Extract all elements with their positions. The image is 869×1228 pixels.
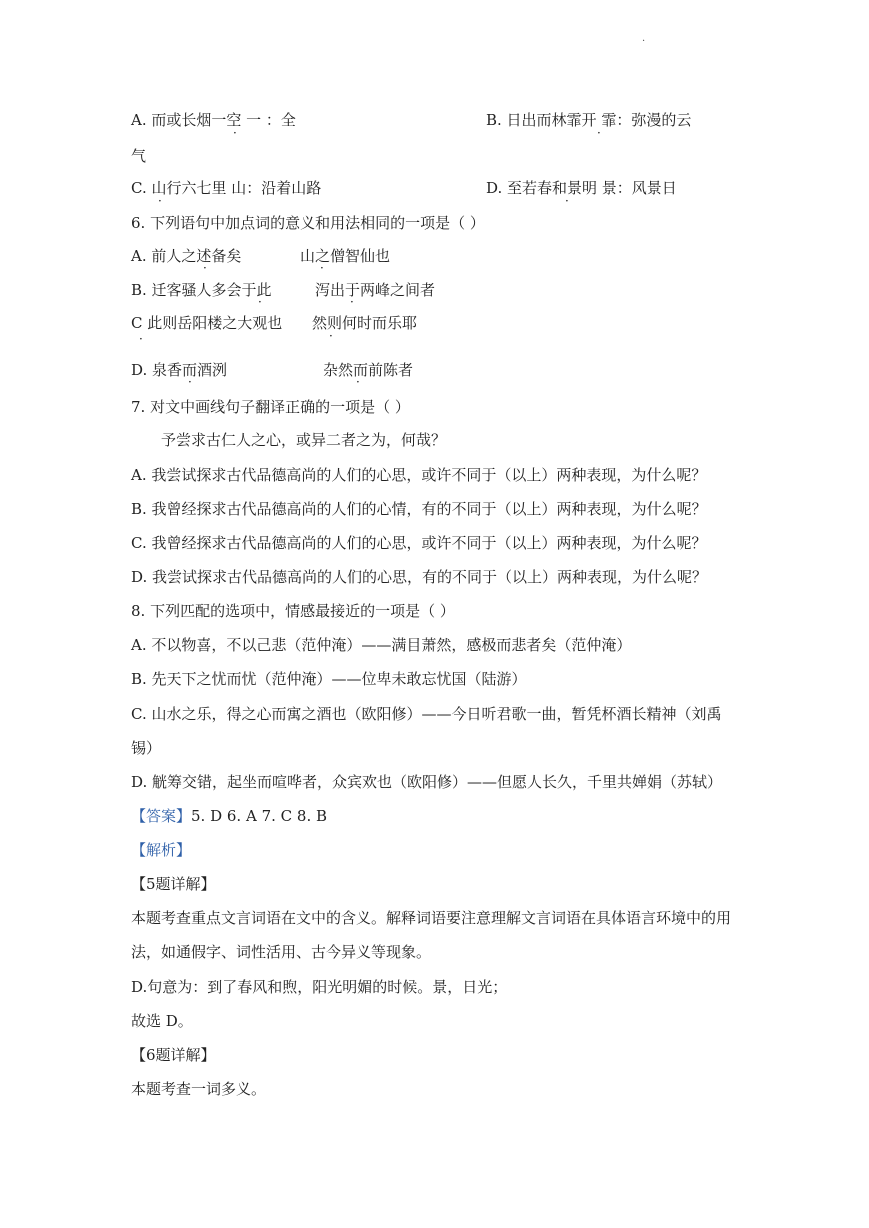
emphasis-dot: · <box>158 194 162 208</box>
detail5-paragraph: 本题考查重点文言词语在文中的含义。解释词语要注意理解文言词语在具体语言环境中的用 <box>131 909 732 927</box>
q8-option-c: C. 山水之乐，得之心而寓之酒也（欧阳修）——今日听君歌一曲，暂凭杯酒长精神（刘禹 <box>131 705 722 723</box>
emphasis-dot: · <box>258 295 262 309</box>
q6-stem: 6. 下列语句中加点词的意义和用法相同的一项是（ ） <box>131 214 485 232</box>
emphasis-dot: · <box>356 375 360 389</box>
q7-option-d: D. 我尝试探求古代品德高尚的人们的心思，有的不同于（以上）两种表现，为什么呢？ <box>131 568 708 586</box>
q7-option-b: B. 我曾经探求古代品德高尚的人们的心情，有的不同于（以上）两种表现，为什么呢？ <box>131 500 707 518</box>
q6-option-c: C 此则岳阳楼之大观也 <box>131 314 283 332</box>
q8-option-d: D. 觥筹交错，起坐而喧哗者，众宾欢也（欧阳修）——但愿人长久，千里共婵娟（苏轼） <box>131 773 723 791</box>
q8-option-c-continued: 锡） <box>131 739 162 757</box>
q7-stem: 7. 对文中画线句子翻译正确的一项是（ ） <box>131 398 410 416</box>
emphasis-dot: · <box>188 375 192 389</box>
detail5-paragraph-continued: 法，如通假字、词性活用、古今异义等现象。 <box>131 943 432 961</box>
q8-option-a: A. 不以物喜，不以己悲（范仲淹）——满目萧然，感极而悲者矣（范仲淹） <box>131 636 632 654</box>
q5-option-a: A. 而或长烟一空 一 ：全 <box>131 111 296 129</box>
detail5-heading: 【5题详解】 <box>131 875 216 893</box>
answer-line <box>131 806 327 826</box>
detail5-explanation: D.句意为：到了春风和煦，阳光明媚的时候。景，日光； <box>131 978 508 996</box>
emphasis-dot: · <box>320 261 324 275</box>
q7-option-a: A. 我尝试探求古代品德高尚的人们的心思，或许不同于（以上）两种表现，为什么呢？ <box>131 466 707 484</box>
detail5-conclusion: 故选 D。 <box>131 1012 193 1030</box>
emphasis-dot: · <box>350 295 354 309</box>
q6-option-b-second: 泻出于两峰之间者 <box>315 281 436 299</box>
emphasis-dot: · <box>139 332 143 346</box>
answer-values: 5. D 6. A 7. C 8. B <box>191 807 327 825</box>
answer-label: 【答案】 <box>131 807 192 825</box>
q6-option-b: B. 迁客骚人多会于此 <box>131 281 272 299</box>
emphasis-dot: · <box>203 261 207 275</box>
q5-option-d: D. 至若春和景明 景：风景日 <box>486 179 677 197</box>
q6-option-d-second: 杂然而前陈者 <box>323 361 414 379</box>
q5-option-b: B. 日出而林霏开 霏：弥漫的云 <box>486 111 692 129</box>
q6-option-a-second: 山之僧智仙也 <box>300 247 391 265</box>
emphasis-dot: · <box>597 126 601 140</box>
detail6-heading: 【6题详解】 <box>131 1046 216 1064</box>
q6-option-d: D. 泉香而酒洌 <box>131 361 228 379</box>
q8-stem: 8. 下列匹配的选项中，情感最接近的一项是（ ） <box>131 602 455 620</box>
analysis-label: 【解析】 <box>131 841 192 859</box>
emphasis-dot: · <box>233 126 237 140</box>
q6-option-c-second: 然则何时而乐耶 <box>312 314 418 332</box>
q7-option-c: C. 我曾经探求古代品德高尚的人们的心思，或许不同于（以上）两种表现，为什么呢？ <box>131 534 707 552</box>
emphasis-dot: · <box>565 194 569 208</box>
q6-option-a: A. 前人之述备矣 <box>131 247 242 265</box>
q7-sentence: 予尝求古仁人之心，或异二者之为，何哉？ <box>161 431 447 449</box>
q5-option-c: C. 山行六七里 山：沿着山路 <box>131 179 322 197</box>
emphasis-dot: · <box>329 329 333 343</box>
q5-option-b-continued: 气 <box>131 147 147 165</box>
corner-mark: · <box>642 36 646 47</box>
detail6-paragraph: 本题考查一词多义。 <box>131 1080 267 1098</box>
q8-option-b: B. 先天下之忧而忧（范仲淹）——位卑未敢忘忧国（陆游） <box>131 670 527 688</box>
